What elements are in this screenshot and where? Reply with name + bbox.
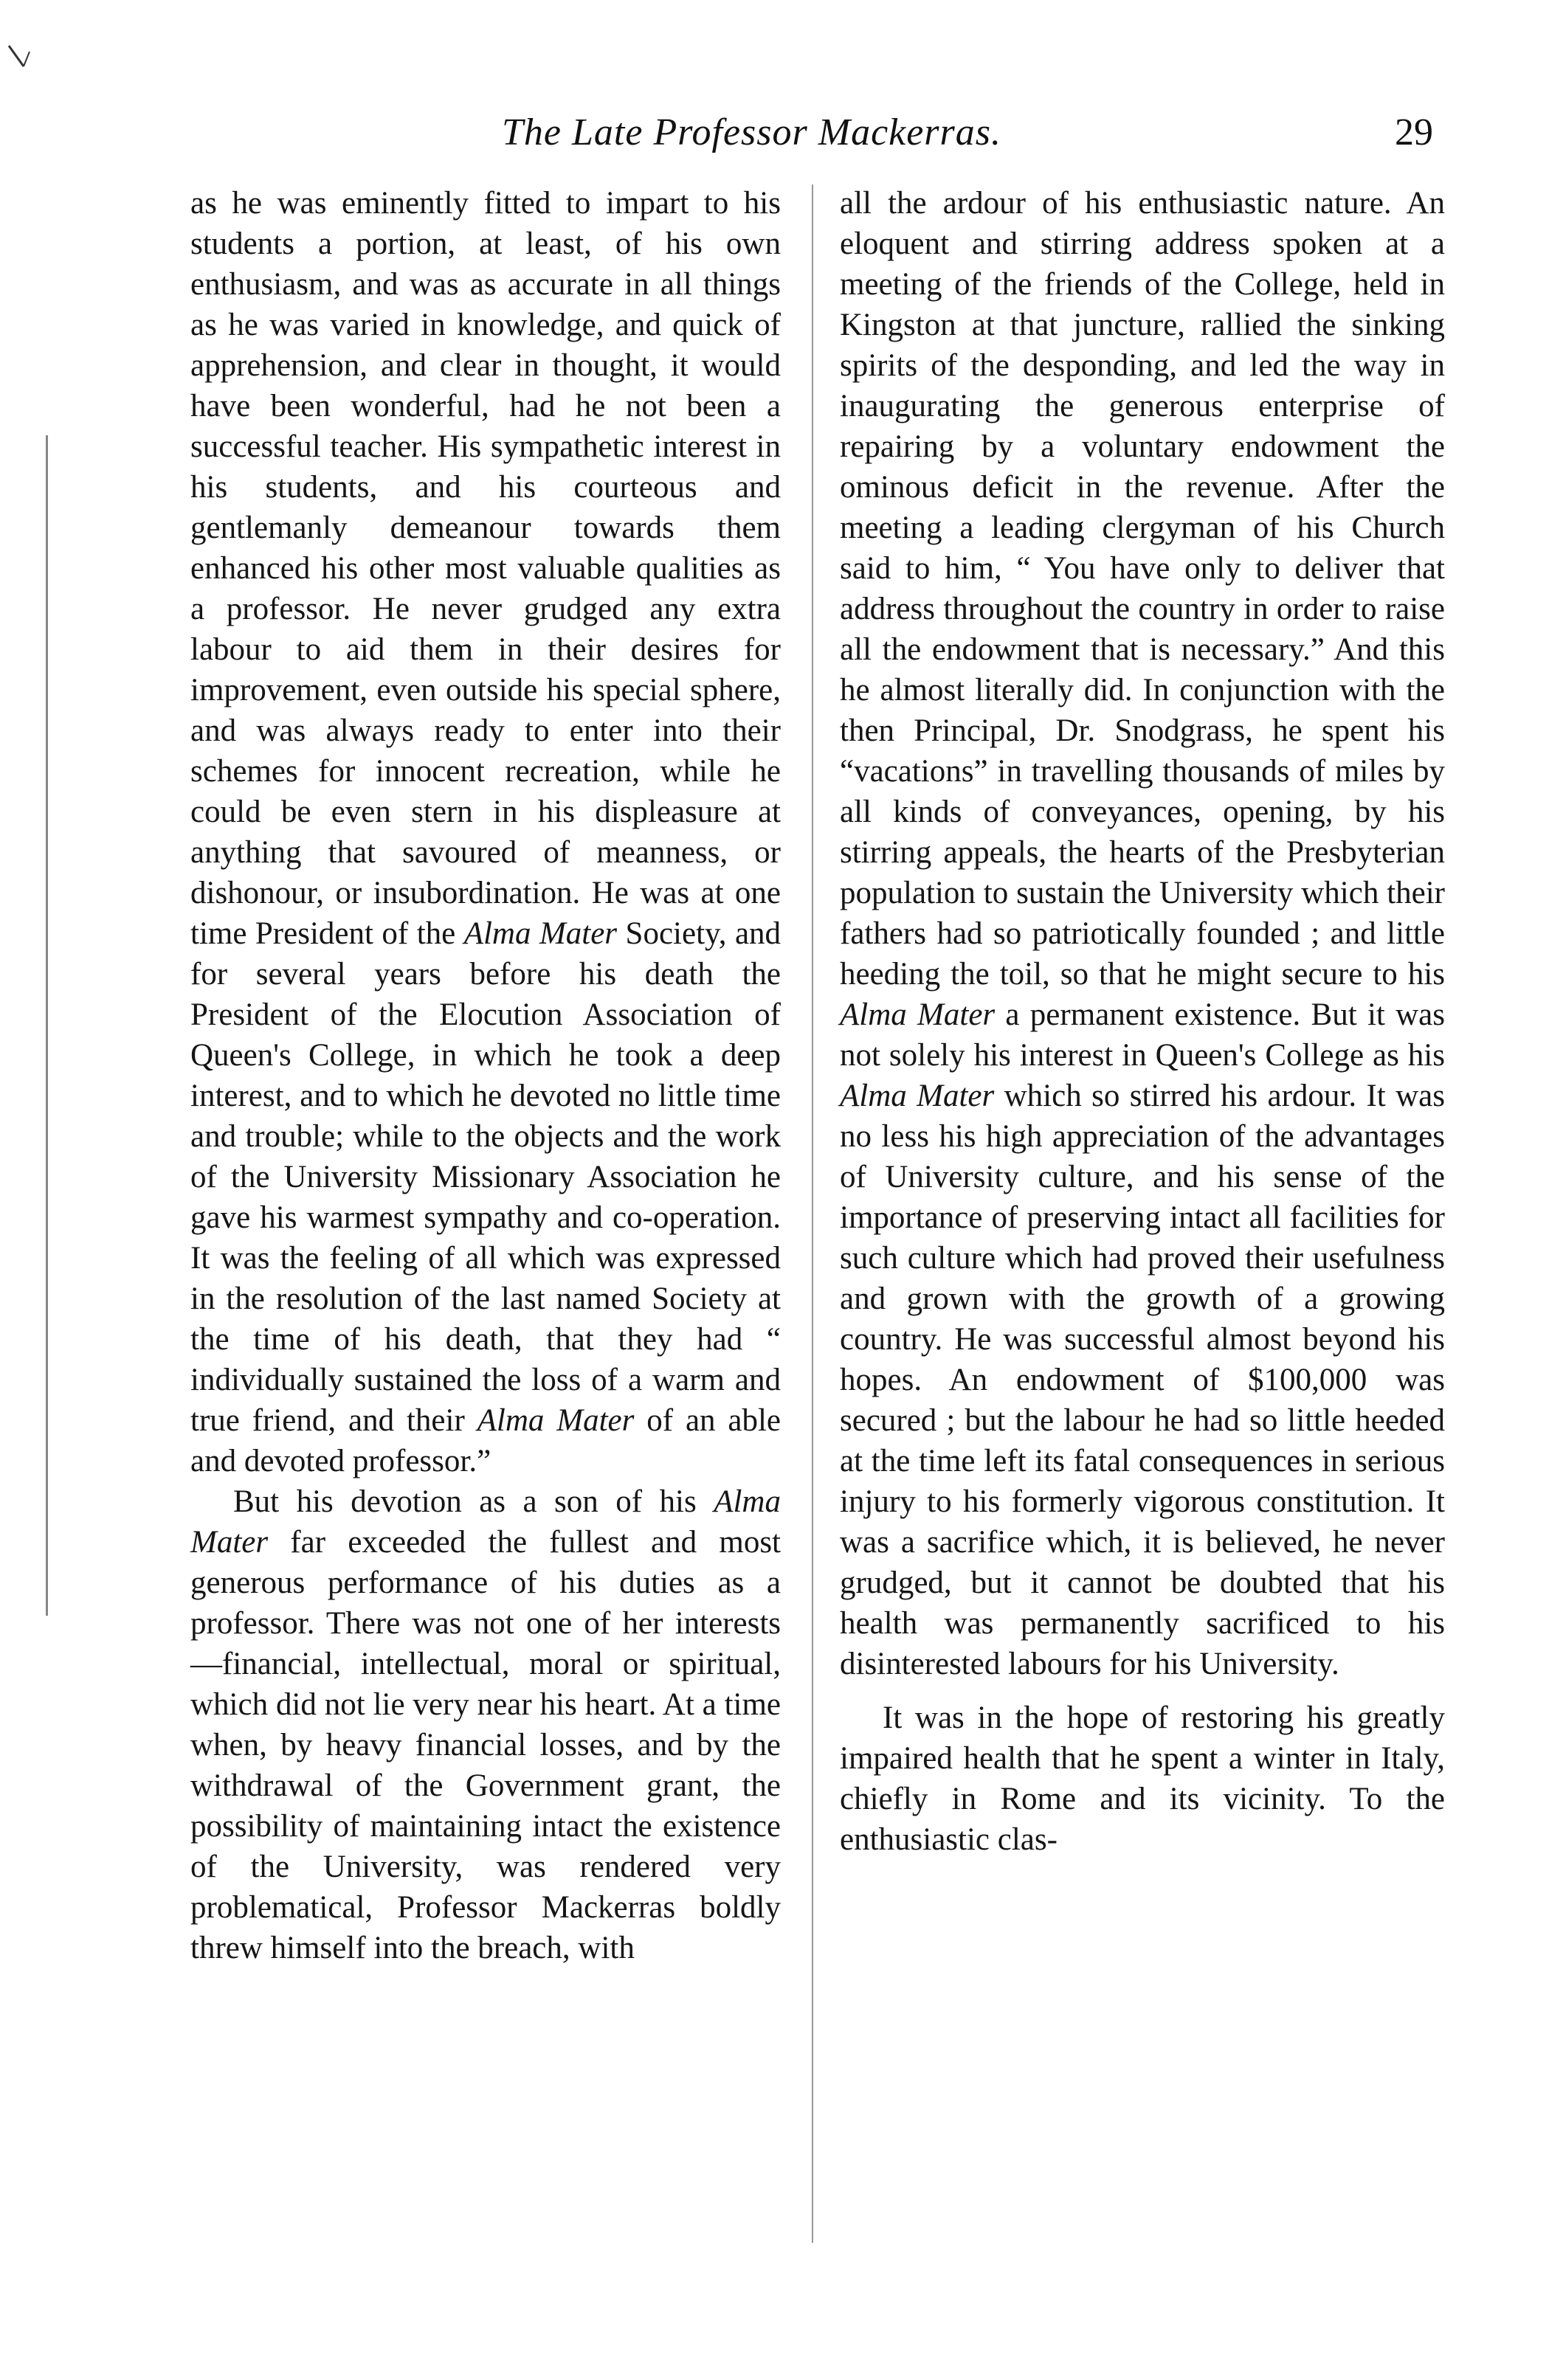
- right-p1-text-a: all the ardour of his enthusiastic nature. An eloquent and stirring address spoken at a meeting of the friends of the College, held in Kingston at that juncture, rallied the sinking spirits of the desponding, and led the way in inaugurating the generous enterprise of repairing by a voluntary endowment the ominous deficit in the revenue. After the meeting a leading clergyman of his Church said to him, “ You have only to deliver that address throughout the country in order to raise all the endowment that is necessary.” And this he almost literally did. In conjunction with the then Principal, Dr. Snodgrass, he spent his “vacations” in travelling thousands of miles by all kinds of conveyances, opening, by his stirring appeals, the hearts of the Presbyterian population to sustain the University which their fathers had so patriotically founded ; and little heeding the toil, so that he might secure to his: [840, 186, 1445, 992]
- right-p1-italic-a: Alma Mater: [840, 997, 996, 1032]
- running-title: The Late Professor Mackerras.: [502, 111, 1002, 153]
- left-paragraph-2: [190, 1481, 781, 1968]
- left-p1-text-b: Society, and for several years before his death the President of the Elocution Association of Queen's College, in which he took a deep interest, and to which he devoted no little time and trouble; while to the objects and the work of the University Missionary Association he gave his warmest sympathy and co-operation. It was the feeling of all which was expressed in the resolution of the last named Society at the time of his death, that they had “ individually sustained the loss of a warm and true friend, and their: [190, 916, 782, 1438]
- left-paragraph-1: [190, 183, 781, 1481]
- scan-corner-mark: [7, 30, 52, 74]
- left-column: [190, 183, 781, 1968]
- left-p1-italic-a: Alma Mater: [463, 916, 618, 951]
- column-divider: [812, 184, 813, 2243]
- scan-gutter-line: [46, 435, 48, 1616]
- right-p1-text-b: a permanent existence. But it was not solely his interest in Queen's College as his: [840, 997, 1445, 1073]
- right-p1-text-c: which so stirred his ardour. It was no less his high appreciation of the advantages of University culture, and his sense of the importance of preserving intact all facilities for such culture which had proved their usefulness and grown with the growth of a growing country. He was successful almost beyond his hopes. An endowment of $100,000 was secured ; but the labour he had so little heeded at the time left its fatal consequences in serious injury to his formerly vigorous constitution. It was a sacrifice which, it is believed, he never grudged, but it cannot be doubted that his health was permanently sacrificed to his disinterested labours for his University.: [840, 1079, 1446, 1681]
- right-p1-italic-b: Alma Mater: [840, 1079, 995, 1113]
- left-p2-text-a: But his devotion as a son of his: [233, 1484, 697, 1519]
- left-p2-text-b: far exceeded the fullest and most generous performance of his duties as a professor. There was not one of her interests—financial, intellectual, moral or spiritual, which did not lie very near his heart. At a time when, by heavy financial losses, and by the withdrawal of the Government grant, the possibility of maintaining intact the existence of the University, was rendered very problematical, Professor Mackerras boldly threw himself into the breach, with: [190, 1525, 781, 1965]
- left-p1-text-c: of an able and devoted professor.”: [190, 1403, 782, 1478]
- right-paragraph-1: [840, 183, 1445, 1684]
- left-p1-text-a: as he was eminently fitted to impart to his students a portion, at least, of his own enthusiasm, and was as accurate in all things as he was varied in knowledge, and quick of apprehension, and clear in thought, it would have been wonderful, had he not been a successful teacher. His sympathetic interest in his students, and his courteous and gentlemanly demeanour towards them enhanced his other most valuable qualities as a professor. He never grudged any extra labour to aid them in their desires for improvement, even outside his special sphere, and was always ready to enter into their schemes for innocent recreation, while he could be even stern in his displeasure at anything that savoured of meanness, or dishonour, or insubordination. He was at one time President of the: [190, 186, 781, 951]
- left-p2-italic-a: Alma Mater: [190, 1484, 781, 1560]
- left-p1-italic-b: Alma Mater: [477, 1403, 635, 1438]
- right-column: [840, 183, 1445, 1860]
- right-paragraph-2: It was in the hope of restoring his greatly impaired health that he spent a winter in Italy, chiefly in Rome and its vicinity. To the enthusiastic clas-: [840, 1701, 1445, 1857]
- page-number: 29: [1395, 111, 1433, 153]
